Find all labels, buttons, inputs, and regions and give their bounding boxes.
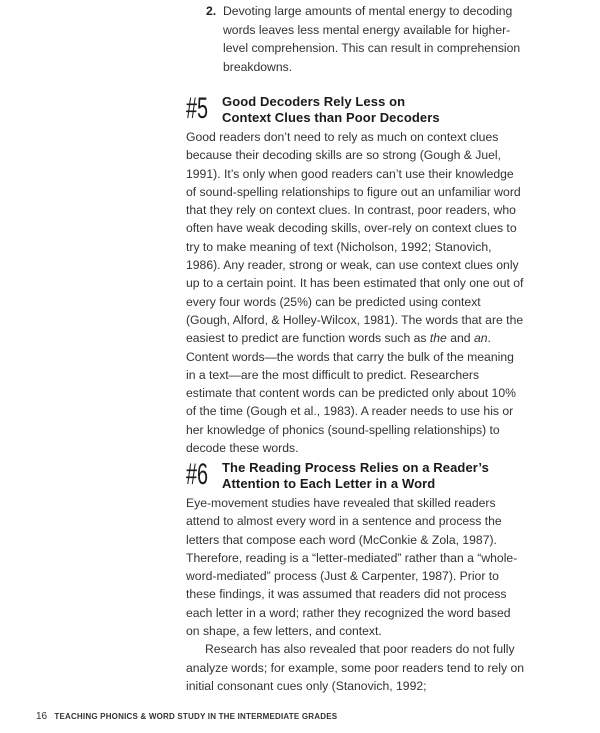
section-6-title-line-1: The Reading Process Relies on a Reader’s <box>222 460 489 475</box>
section-5-number: #5 <box>186 92 209 125</box>
section-5-body <box>186 128 526 457</box>
paragraph-text-part-2: . Content words—the words that carry the bulk of the meaning in a text—are the most difficult to predict. Researchers estimate that content words can be predicted only about 10% of the time (Gough et al., 1983). A reader needs to use his or her knowledge of phonics (sound-spelling relationships) to decode these words. <box>186 331 516 456</box>
paragraph-text-part-1: Good readers don’t need to rely as much on context clues because their decoding skills are so strong (Gough & Juel, 1991). It’s only when good readers can’t use their knowledge of sound-spelling relationships to figure out an unfamiliar word that they rely on context clues. In contrast, poor readers, who often have weak decoding skills, over-rely on context clues to try to make meaning of text (Nicholson, 1992; Stanovich, 1986). Any reader, strong or weak, can use context clues only up to a certain point. It has been estimated that only one out of every four words (25%) can be predicted using context (Gough, Alford, & Holley-Wilcox, 1981). The words that are the easiest to predict are function words such as <box>186 130 524 346</box>
italic-example-an: an <box>473 331 488 346</box>
section-6-heading <box>186 459 526 494</box>
section-6-title <box>222 460 522 492</box>
section-5-title <box>222 94 522 126</box>
section-6 <box>186 459 526 695</box>
numbered-list-item <box>206 2 526 76</box>
section-5-paragraph <box>186 128 526 457</box>
section-6-paragraph-1: Eye-movement studies have revealed that skilled readers attend to almost every word in a sentence and process the letters that compose each word (McConkie & Zola, 1987). Therefore, reading is a “letter-mediated” rather than a “whole-word-mediated” process (Just & Carpenter, 1987). Prior to these findings, it was assumed that readers did not process each letter in a word; rather they recognized the word based on shape, a few letters, and context. <box>186 496 518 639</box>
section-5-title-line-1: Good Decoders Rely Less on <box>222 94 406 109</box>
section-6-title-line-2: Attention to Each Letter in a Word <box>222 476 436 491</box>
section-6-body <box>186 494 526 695</box>
paragraph-conjunction: and <box>446 331 474 346</box>
page-footer <box>36 711 337 722</box>
section-5-title-line-2: Context Clues than Poor Decoders <box>222 110 440 125</box>
running-footer-title: TEACHING PHONICS & WORD STUDY IN THE INTERMEDIATE GRADES <box>54 712 338 721</box>
section-6-paragraph-2: Research has also revealed that poor readers do not fully analyze words; for example, some poor readers tend to rely on initial consonant cues only (Stanovich, 1992; <box>186 642 525 693</box>
section-5-heading <box>186 93 526 128</box>
page-number: 16 <box>36 711 48 722</box>
italic-example-the: the <box>429 331 447 346</box>
section-5 <box>186 93 526 457</box>
list-item-number: 2. <box>206 4 217 18</box>
list-item-text: Devoting large amounts of mental energy to decoding words leaves less mental energy available for higher-level comprehension. This can result in comprehension breakdowns. <box>223 4 521 74</box>
section-6-number: #6 <box>186 458 209 491</box>
